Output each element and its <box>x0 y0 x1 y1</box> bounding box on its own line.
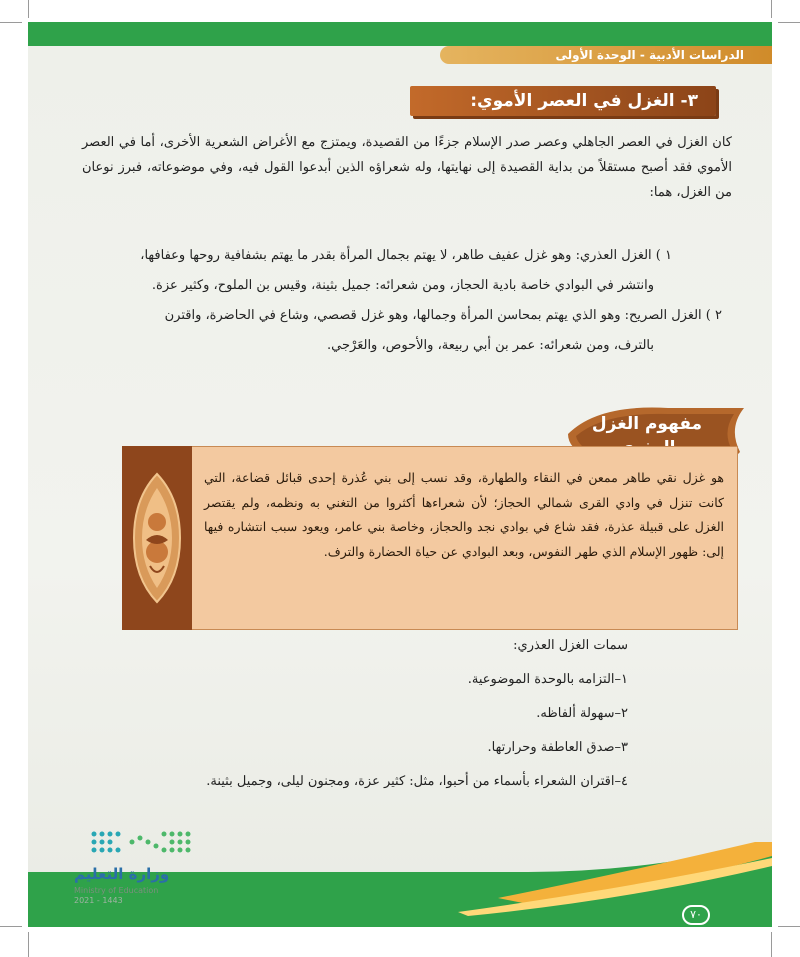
crop-mark <box>28 0 29 18</box>
page-number: ٧٠ <box>682 905 710 925</box>
crop-mark <box>778 22 800 23</box>
feature-item-3: ٣–صدق العاطفة وحرارتها. <box>487 740 628 755</box>
floral-ornament-icon <box>126 470 188 606</box>
crop-mark <box>771 0 772 18</box>
type-item-1-line-1: ١ ) الغزل العذري: وهو غزل عفيف طاهر، لا يهتم بجمال المرأة بقدر ما يهتم بشفافية روحها وعفافها، <box>140 248 672 263</box>
chapter-header: الدراسات الأدبية - الوحدة الأولى <box>440 46 772 64</box>
crop-mark <box>0 22 22 23</box>
crop-mark <box>0 926 22 927</box>
ministry-logo-english: Ministry of Education <box>74 886 159 895</box>
type-item-2-line-1: ٢ ) الغزل الصريح: وهو الذي يهتم بمحاسن المرأة وجمالها، وهو غزل قصصي، وشاع في الحاضرة، واقترن <box>164 308 722 323</box>
features-heading: سمات الغزل العذري: <box>513 638 628 653</box>
feature-item-1: ١–التزامه بالوحدة الموضوعية. <box>467 672 628 687</box>
type-item-2-line-2: بالترف، ومن شعرائه: عمر بن أبي ربيعة، والأحوص، والعَرْجي. <box>327 338 654 353</box>
feature-item-4: ٤–اقتران الشعراء بأسماء من أحبوا، مثل: كثير عزة، ومجنون ليلى، وجميل بثينة. <box>206 774 628 789</box>
top-green-band <box>28 22 772 46</box>
ministry-logo-icon <box>88 828 208 856</box>
type-item-1-line-2: وانتشر في البوادي خاصة بادية الحجاز، ومن شعرائه: جميل بثينة، وقيس بن الملوح، وكثير عزة. <box>151 278 654 293</box>
crop-mark <box>28 932 29 957</box>
intro-paragraph: كان الغزل في العصر الجاهلي وعصر صدر الإسلام جزءًا من القصيدة، ويمتزج مع الأغراض الشعرية الأخرى، أما في العصر الأموي فقد أصبح مستقلاً من بداية القصيدة إلى نهايتها، وله شعراؤه الذين أبدعوا القول فيه، وفي موضوعاته، فبرز نوعان من الغزل، هما: <box>82 135 732 200</box>
crop-mark <box>778 926 800 927</box>
ministry-logo-arabic: وزارة التعليم <box>74 865 170 883</box>
ministry-logo-year: 2021 - 1443 <box>74 896 123 905</box>
feature-item-2: ٢–سهولة ألفاظه. <box>536 706 628 721</box>
section-title: ٣- الغزل في العصر الأموي: <box>410 86 716 116</box>
concept-label: مفهوم الغزل <box>591 414 703 434</box>
textbook-page <box>28 22 772 927</box>
concept-definition: هو غزل نقي طاهر ممعن في النقاء والطهارة، وقد نسب إلى بني عُذرة إحدى قبائل قضاعة، التي كانت تنزل في وادي القرى شمالي الحجاز؛ لأن شعراءها أكثروا من التغني به ونظمه، ولم يقتصر الغزل على قبيلة عذرة، فقد شاع في بوادي نجد والحجاز، وخاصة بني عامر، ويعود سبب انتشاره فيها إلى: ظهور الإسلام الذي طهر النفوس، وبعد البوادي عن حياة الحضارة والترف. <box>204 470 724 559</box>
crop-mark <box>771 932 772 957</box>
